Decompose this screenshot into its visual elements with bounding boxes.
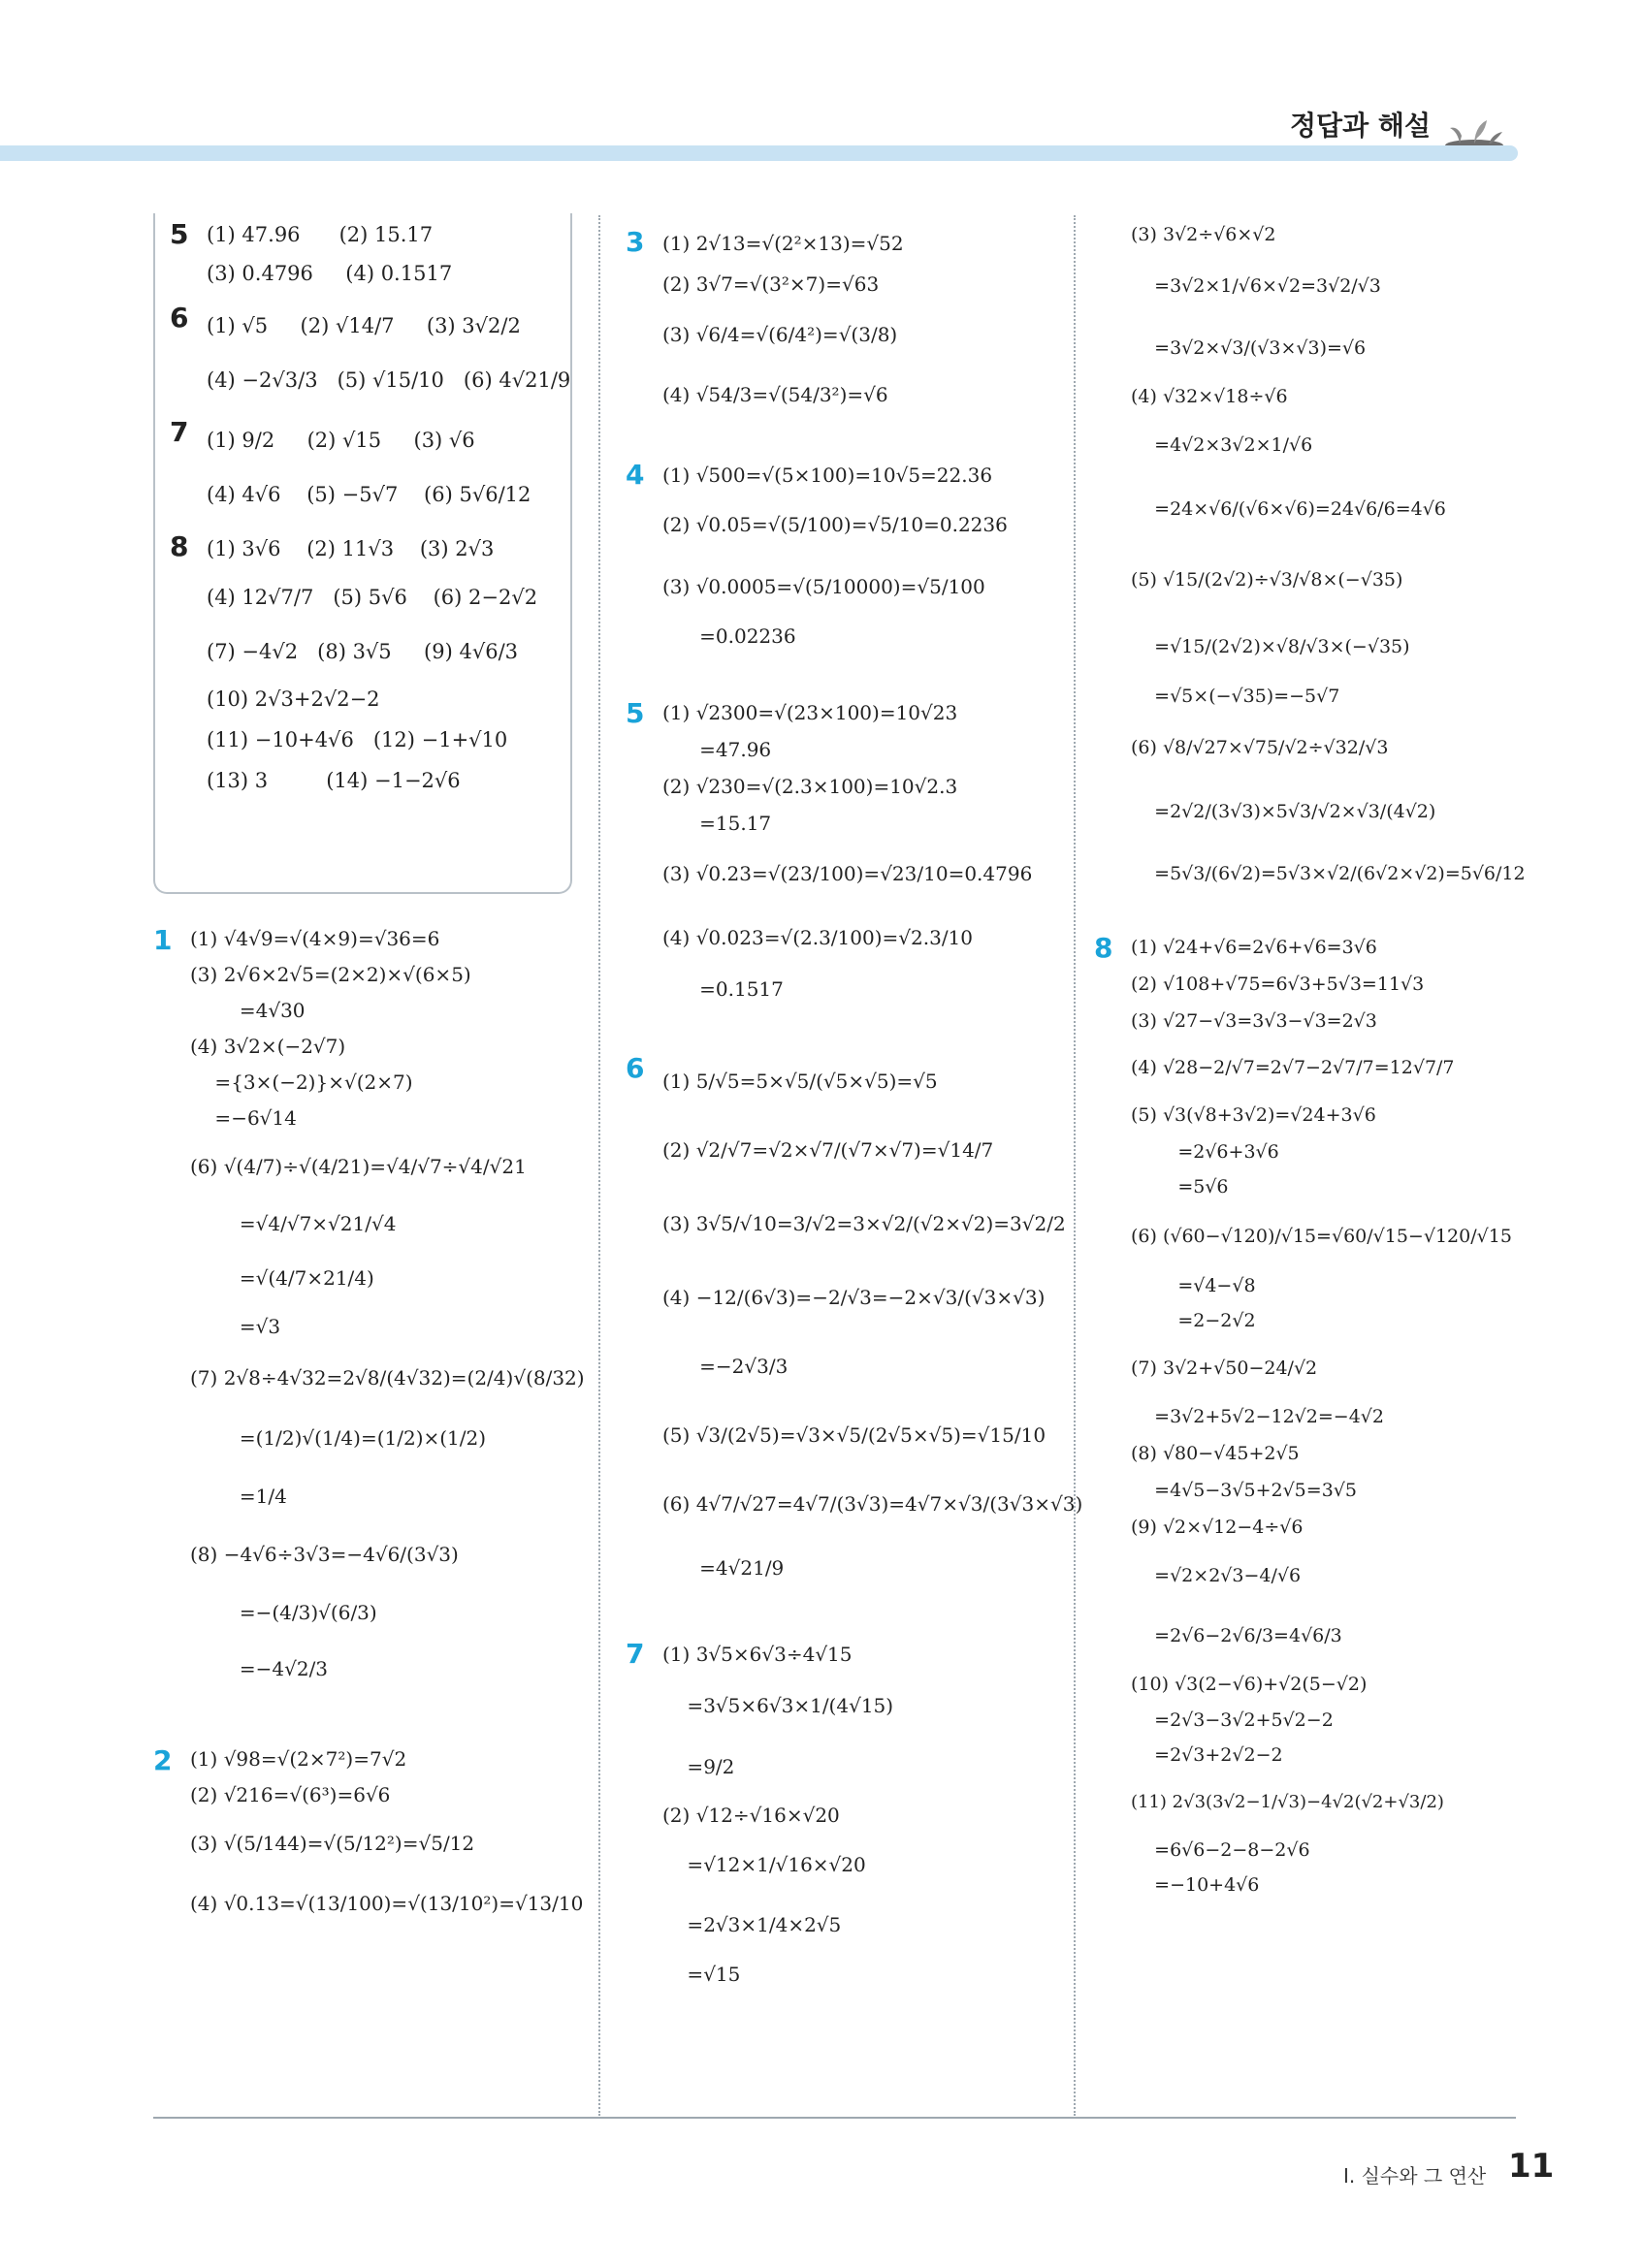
footer-rule bbox=[153, 2117, 1516, 2119]
solution-line: (3) 3√2÷√6×√2 bbox=[1131, 224, 1276, 245]
solution-line: (3) √0.23=√(23/100)=√23/10=0.4796 bbox=[662, 862, 1033, 885]
solution-line: =2√3+2√2−2 bbox=[1131, 1744, 1283, 1766]
solution-line: =(1/2)√(1/4)=(1/2)×(1/2) bbox=[190, 1426, 487, 1450]
solution-line: (1) √98=√(2×7²)=7√2 bbox=[190, 1747, 407, 1771]
solution-line: =√3 bbox=[190, 1315, 281, 1338]
solution-line: (3) √(5/144)=√(5/12²)=√5/12 bbox=[190, 1832, 475, 1855]
solution-line: (4) √0.13=√(13/100)=√(13/10²)=√13/10 bbox=[190, 1892, 584, 1915]
problem-8 bbox=[1094, 929, 1511, 1902]
solution-line: (4) √54/3=√(54/3²)=√6 bbox=[662, 383, 888, 406]
summary-problem-7 bbox=[170, 413, 563, 522]
page-header-title: 정답과 해설 bbox=[1290, 110, 1431, 142]
column-2-solutions bbox=[626, 223, 1083, 1999]
solution-line: =0.1517 bbox=[662, 977, 784, 1001]
solution-line: (5) √3/(2√5)=√3×√5/(2√5×√5)=√15/10 bbox=[662, 1423, 1046, 1447]
column-1-solutions bbox=[153, 921, 585, 1939]
answer-line: (13) 3 (14) −1−2√6 bbox=[207, 769, 461, 792]
solution-line: (2) √12÷√16×√20 bbox=[662, 1804, 840, 1827]
header-bar bbox=[0, 145, 1518, 161]
solution-line: (1) √24+√6=2√6+√6=3√6 bbox=[1131, 937, 1377, 958]
solution-line: (2) √2/√7=√2×√7/(√7×√7)=√14/7 bbox=[662, 1138, 994, 1162]
problem-number: 4 bbox=[626, 459, 645, 491]
solution-line: (2) √108+√75=6√3+5√3=11√3 bbox=[1131, 974, 1425, 995]
solution-line: =√4−√8 bbox=[1131, 1275, 1256, 1296]
column-divider bbox=[598, 215, 600, 2116]
solution-line: =−2√3/3 bbox=[662, 1355, 789, 1378]
solution-line: (2) √0.05=√(5/100)=√5/10=0.2236 bbox=[662, 513, 1008, 536]
solution-line: (6) (√60−√120)/√15=√60/√15−√120/√15 bbox=[1131, 1226, 1512, 1247]
problem-number: 3 bbox=[626, 226, 645, 258]
solution-line: (6) √(4/7)÷√(4/21)=√4/√7÷√4/√21 bbox=[190, 1155, 527, 1178]
solution-line: =47.96 bbox=[662, 738, 772, 761]
solution-line: =3√2+5√2−12√2=−4√2 bbox=[1131, 1406, 1384, 1427]
solution-line: (10) √3(2−√6)+√2(5−√2) bbox=[1131, 1674, 1368, 1695]
solution-line: (7) 3√2+√50−24/√2 bbox=[1131, 1358, 1318, 1379]
solution-line: (8) √80−√45+2√5 bbox=[1131, 1443, 1300, 1464]
solution-line: =√15 bbox=[662, 1963, 741, 1986]
solution-line: =√4/√7×√21/√4 bbox=[190, 1212, 397, 1235]
solution-line: =2−2√2 bbox=[1131, 1310, 1256, 1331]
solution-line: (2) √230=√(2.3×100)=10√2.3 bbox=[662, 775, 958, 798]
solution-line: =√12×1/√16×√20 bbox=[662, 1853, 866, 1876]
solution-line: =3√2×√3/(√3×√3)=√6 bbox=[1131, 337, 1367, 359]
problem-number: 7 bbox=[170, 416, 189, 448]
problem-6 bbox=[626, 1049, 1083, 1600]
problem-3 bbox=[626, 223, 1067, 425]
problem-number: 7 bbox=[626, 1638, 645, 1670]
solution-line: (11) 2√3(3√2−1/√3)−4√2(√2+√3/2) bbox=[1131, 1792, 1444, 1812]
answer-line: (4) 4√6 (5) −5√7 (6) 5√6/12 bbox=[207, 483, 531, 506]
solution-line: =−6√14 bbox=[190, 1106, 297, 1130]
solution-line: (3) √6/4=√(6/4²)=√(3/8) bbox=[662, 323, 898, 346]
solution-line: (1) 2√13=√(2²×13)=√52 bbox=[662, 232, 904, 255]
solution-line: =5√3/(6√2)=5√3×√2/(6√2×√2)=5√6/12 bbox=[1131, 863, 1526, 884]
solution-line: (4) −12/(6√3)=−2/√3=−2×√3/(√3×√3) bbox=[662, 1286, 1046, 1309]
solution-line: (5) √15/(2√2)÷√3/√8×(−√35) bbox=[1131, 569, 1403, 591]
solution-line: (3) 3√5/√10=3/√2=3×√2/(√2×√2)=3√2/2 bbox=[662, 1212, 1066, 1235]
solution-line: =2√6+3√6 bbox=[1131, 1141, 1279, 1163]
solution-line: =−(4/3)√(6/3) bbox=[190, 1601, 377, 1624]
solution-line: =2√3−3√2+5√2−2 bbox=[1131, 1709, 1334, 1731]
problem-number: 5 bbox=[170, 218, 189, 250]
summary-problem-8 bbox=[170, 527, 563, 801]
solution-line: =3√5×6√3×1/(4√15) bbox=[662, 1694, 894, 1717]
answer-line: (3) 0.4796 (4) 0.1517 bbox=[207, 262, 453, 285]
answer-line: (1) 47.96 (2) 15.17 bbox=[207, 223, 434, 246]
solution-line: =√15/(2√2)×√8/√3×(−√35) bbox=[1131, 636, 1410, 657]
problem-5 bbox=[626, 694, 1067, 1008]
problem-7 bbox=[626, 1635, 1067, 1994]
solution-line: =−10+4√6 bbox=[1131, 1874, 1260, 1896]
solution-line: (2) 3√7=√(3²×7)=√63 bbox=[662, 272, 880, 296]
solution-line: =9/2 bbox=[662, 1755, 735, 1778]
solution-line: =4√30 bbox=[190, 999, 306, 1022]
problem-number: 2 bbox=[153, 1744, 173, 1776]
solution-line: =24×√6/(√6×√6)=24√6/6=4√6 bbox=[1131, 498, 1446, 520]
solution-line: (5) √3(√8+3√2)=√24+3√6 bbox=[1131, 1104, 1376, 1126]
problem-number: 8 bbox=[170, 530, 189, 562]
answer-line: (10) 2√3+2√2−2 bbox=[207, 687, 380, 711]
answer-line: (4) 12√7/7 (5) 5√6 (6) 2−2√2 bbox=[207, 586, 538, 609]
solution-line: (4) √0.023=√(2.3/100)=√2.3/10 bbox=[662, 926, 974, 949]
solution-line: (4) 3√2×(−2√7) bbox=[190, 1035, 346, 1058]
solution-line: (1) √4√9=√(4×9)=√36=6 bbox=[190, 927, 440, 950]
problem-4 bbox=[626, 456, 1067, 654]
solution-line: (6) 4√7/√27=4√7/(3√3)=4√7×√3/(3√3×√3) bbox=[662, 1492, 1083, 1516]
solution-line: =6√6−2−8−2√6 bbox=[1131, 1839, 1310, 1861]
problem-2 bbox=[153, 1741, 585, 1933]
solution-line: (1) √2300=√(23×100)=10√23 bbox=[662, 701, 958, 724]
answer-line: (7) −4√2 (8) 3√5 (9) 4√6/3 bbox=[207, 640, 519, 663]
solution-line: (8) −4√6÷3√3=−4√6/(3√3) bbox=[190, 1543, 459, 1566]
solution-line: (7) 2√8÷4√32=2√8/(4√32)=(2/4)√(8/32) bbox=[190, 1366, 585, 1390]
solution-line: =4√5−3√5+2√5=3√5 bbox=[1131, 1480, 1357, 1501]
solution-line: =3√2×1/√6×√2=3√2/√3 bbox=[1131, 275, 1381, 297]
answer-line: (4) −2√3/3 (5) √15/10 (6) 4√21/9 bbox=[207, 368, 571, 392]
solution-line: =√(4/7×21/4) bbox=[190, 1266, 374, 1290]
problem-7-continued bbox=[1094, 215, 1526, 904]
summary-problem-5 bbox=[170, 215, 563, 293]
page-number: 11 bbox=[1508, 2147, 1555, 2186]
solution-line: =−4√2/3 bbox=[190, 1657, 329, 1680]
solution-line: (3) √27−√3=3√3−√3=2√3 bbox=[1131, 1010, 1377, 1032]
answer-line: (1) 9/2 (2) √15 (3) √6 bbox=[207, 429, 475, 452]
solution-line: (6) √8/√27×√75/√2÷√32/√3 bbox=[1131, 737, 1389, 758]
solution-line: (1) √500=√(5×100)=10√5=22.36 bbox=[662, 463, 993, 487]
solution-line: (9) √2×√12−4÷√6 bbox=[1131, 1517, 1304, 1538]
solution-line: =5√6 bbox=[1131, 1176, 1229, 1198]
solution-line: =2√2/(3√3)×5√3/√2×√3/(4√2) bbox=[1131, 801, 1436, 822]
problem-number: 6 bbox=[626, 1052, 645, 1084]
solution-line: (3) 2√6×2√5=(2×2)×√(6×5) bbox=[190, 963, 471, 986]
problem-number: 1 bbox=[153, 924, 173, 956]
problem-1 bbox=[153, 921, 585, 1697]
solution-line: (1) 5/√5=5×√5/(√5×√5)=√5 bbox=[662, 1070, 938, 1093]
solution-line: (4) √28−2/√7=2√7−2√7/7=12√7/7 bbox=[1131, 1057, 1455, 1078]
solution-line: =2√6−2√6/3=4√6/3 bbox=[1131, 1625, 1342, 1646]
solution-line: =4√21/9 bbox=[662, 1556, 785, 1580]
solution-line: =0.02236 bbox=[662, 624, 796, 648]
solution-line: (1) 3√5×6√3÷4√15 bbox=[662, 1643, 853, 1666]
solution-line: (3) √0.0005=√(5/10000)=√5/100 bbox=[662, 575, 985, 598]
solution-line: =4√2×3√2×1/√6 bbox=[1131, 434, 1313, 456]
answer-line: (1) 3√6 (2) 11√3 (3) 2√3 bbox=[207, 537, 495, 560]
solution-line: (4) √32×√18÷√6 bbox=[1131, 386, 1288, 407]
answer-line: (11) −10+4√6 (12) −1+√10 bbox=[207, 728, 508, 751]
answer-line: (1) √5 (2) √14/7 (3) 3√2/2 bbox=[207, 314, 521, 337]
problem-number: 5 bbox=[626, 697, 645, 729]
problem-number: 8 bbox=[1094, 932, 1113, 964]
solution-line: =√2×2√3−4/√6 bbox=[1131, 1565, 1302, 1586]
chapter-label: Ⅰ. 실수와 그 연산 bbox=[1343, 2164, 1487, 2188]
solution-line: =15.17 bbox=[662, 812, 772, 835]
column-3-solutions bbox=[1094, 215, 1526, 1908]
summary-problem-6 bbox=[170, 299, 571, 407]
solution-line: =√5×(−√35)=−5√7 bbox=[1131, 686, 1340, 707]
problem-number: 6 bbox=[170, 302, 189, 334]
solution-line: ={3×(−2)}×√(2×7) bbox=[190, 1070, 413, 1094]
solution-line: =1/4 bbox=[190, 1485, 287, 1508]
solution-line: =2√3×1/4×2√5 bbox=[662, 1913, 842, 1936]
answer-summary bbox=[170, 215, 571, 807]
solution-line: (2) √216=√(6³)=6√6 bbox=[190, 1783, 391, 1806]
